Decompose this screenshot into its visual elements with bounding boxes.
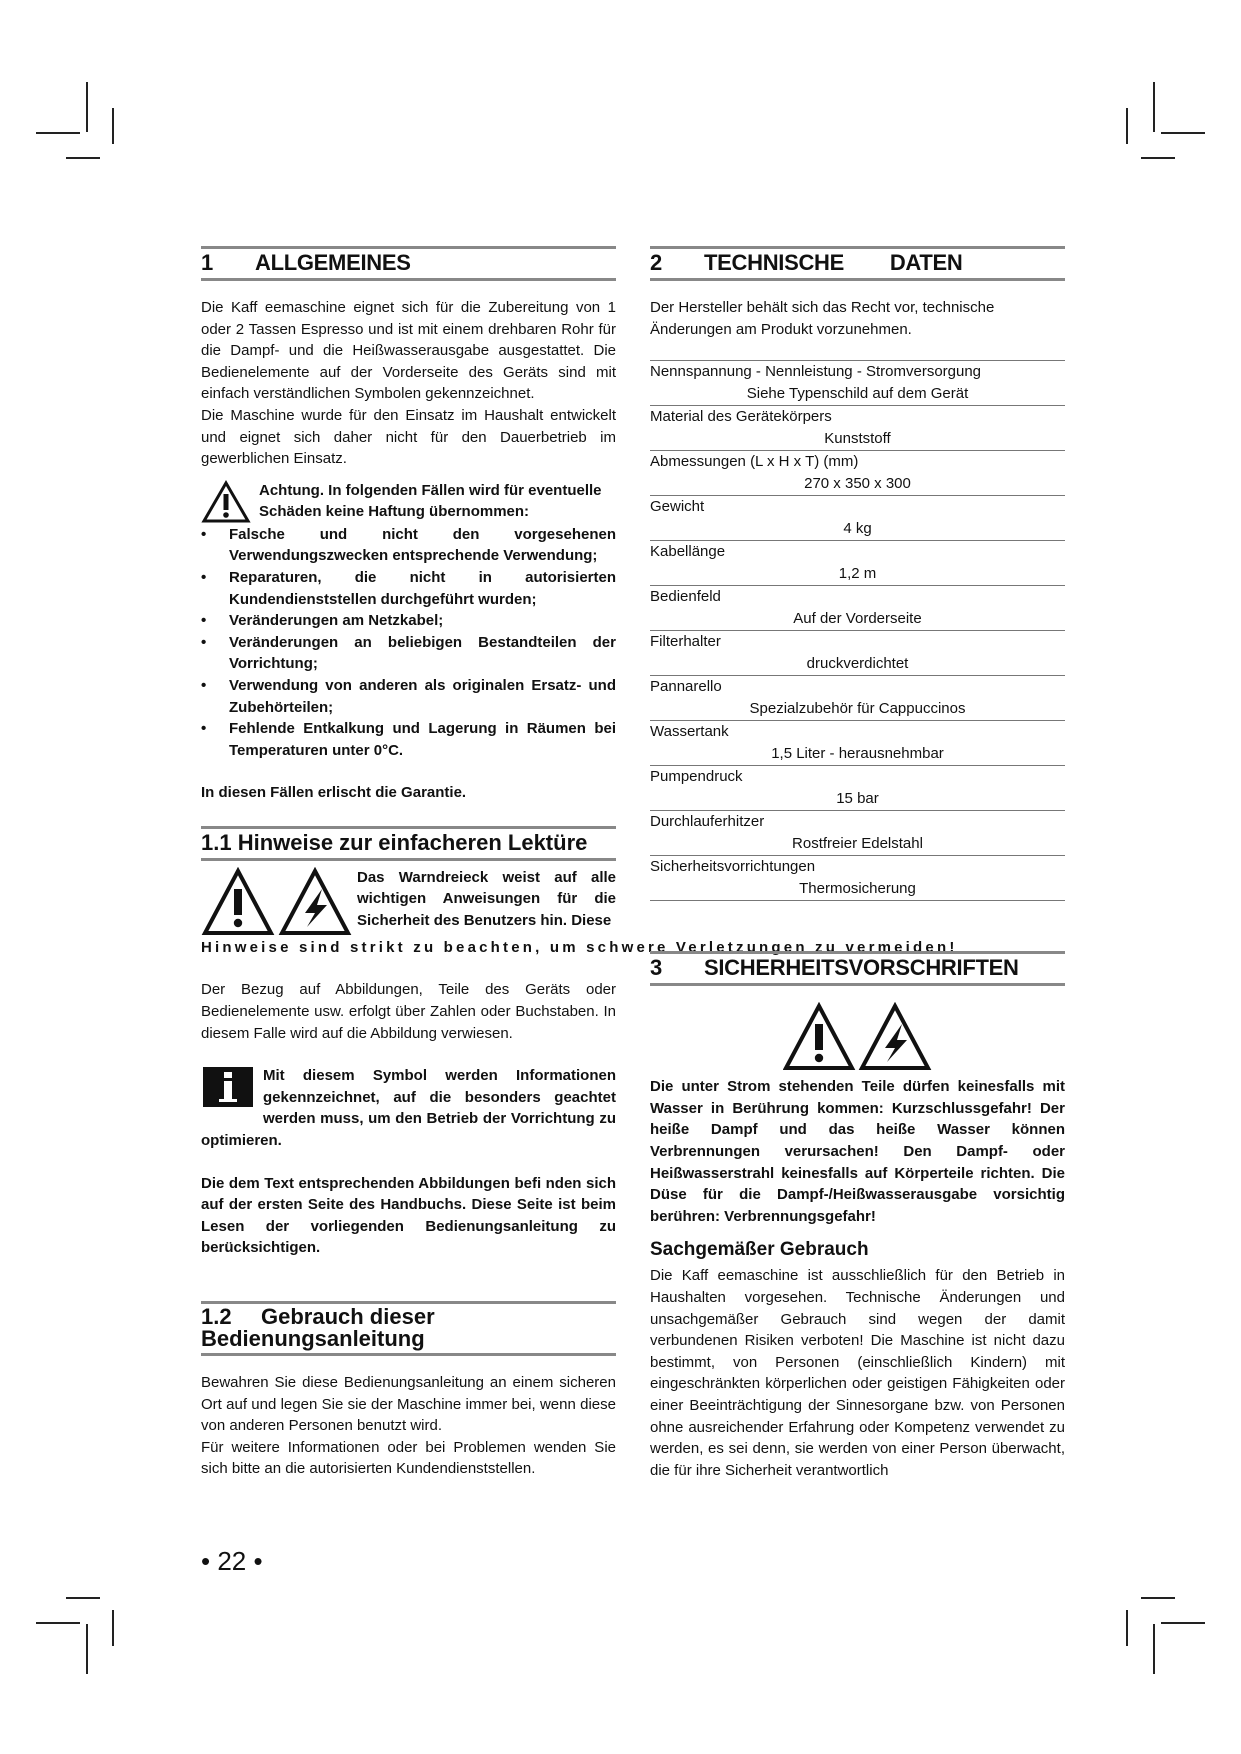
crop-mark	[1141, 157, 1175, 159]
table-row: Material des Gerätekörpers Kunststoff	[650, 405, 1065, 450]
safety-warning: Die unter Strom stehenden Teile dürfen keinesfalls mit Wasser in Berührung kommen: Kurzschlussgefahr! Der heiße Dampf und das heiße Wasser können Verbrennungen verursachen! Den Dampf- oder Heißwasserstrahl keinesfalls auf Körperteile richten. Die Düse für die Dampf-/Heißwasserausgabe vorsichtig berühren: Verbrennungsgefahr!	[650, 1078, 1065, 1225]
warning-list	[201, 524, 616, 762]
table-row: Kabellänge 1,2 m	[650, 540, 1065, 585]
table-row: Abmessungen (L x H x T) (mm) 270 x 350 x 300	[650, 450, 1065, 495]
section-number: 2	[650, 250, 662, 275]
crop-mark	[1141, 1597, 1175, 1599]
list-item: • Falsche und nicht den vorgesehenen Verwendungszwecken entsprechende Verwendung;	[201, 525, 616, 565]
right-column	[650, 246, 1065, 1481]
crop-mark	[112, 108, 114, 144]
reference-paragraph: Der Bezug auf Abbildungen, Teile des Geräts oder Bedienelemente usw. erfolgt über Zahlen oder Buchstaben. In diesem Falle wird auf die Abbildung verwiesen.	[201, 981, 616, 1042]
crop-mark	[1126, 108, 1128, 144]
list-item: • Veränderungen an beliebigen Bestandteilen der Vorrichtung;	[201, 633, 616, 673]
warning-triangle-icon	[205, 871, 271, 933]
section-title: Gebrauch dieser Bedienungsanleitung	[201, 1304, 435, 1351]
warning-heading: Achtung. In folgenden Fällen wird für eventuelle Schäden keine Haftung übernommen:	[259, 481, 602, 521]
crop-mark	[66, 157, 100, 159]
crop-mark	[1161, 1622, 1205, 1624]
crop-mark	[66, 1597, 100, 1599]
warning-triangle-icon	[786, 1006, 852, 1068]
crop-mark	[1161, 132, 1205, 134]
tech-intro: Der Hersteller behält sich das Recht vor, technische Änderungen am Produkt vorzunehmen.	[650, 299, 995, 338]
usage-paragraph-2: Für weitere Informationen oder bei Problemen wenden Sie sich bitte an die autorisierten Kundendienststellen.	[201, 1438, 616, 1478]
table-row: Durchlauferhitzer Rostfreier Edelstahl	[650, 810, 1065, 855]
section-number: 3	[650, 955, 662, 981]
crop-mark	[86, 82, 88, 132]
warning-symbol-text-cont: Hinweise sind strikt zu beachten, um schwere Verletzungen zu vermeiden!	[201, 938, 958, 956]
safety-symbols	[650, 1002, 1065, 1072]
list-item: • Veränderungen am Netzkabel;	[201, 612, 444, 630]
intro-paragraph: Die Kaff eemaschine eignet sich für die Zubereitung von 1 oder 2 Tassen Espresso und ist mit einem drehbaren Rohr für die Dampf- und die Heißwasserausgabe ausgestattet. Die Bedienelemente auf der Vorderseite des Geräts sind mit einfach verständlichen Symbolen gekennzeichnet.	[201, 299, 616, 403]
spec-table	[650, 360, 1065, 901]
section-1-2-heading	[201, 1301, 616, 1356]
warning-triangle-icon	[201, 480, 257, 524]
warning-symbol-text: Das Warndreieck weist auf alle wichtigen Anweisungen für die Sicherheit des Benutzers hin. Diese	[357, 868, 616, 930]
crop-mark	[86, 1624, 88, 1674]
electric-shock-icon	[862, 1006, 928, 1068]
figures-note: Die dem Text entsprechenden Abbildungen befi nden sich auf der ersten Seite des Handbuchs. Diese Seite ist beim Lesen der vorliegenden Bedienungsanleitung zu berücksichtigen.	[201, 1174, 616, 1257]
section-number: 1	[201, 250, 213, 275]
crop-mark	[112, 1610, 114, 1646]
table-row: Filterhalter druckverdichtet	[650, 630, 1065, 675]
section-1-heading	[201, 246, 616, 281]
page-number: • 22 •	[201, 1546, 263, 1576]
section-title: SICHERHEITSVORSCHRIFTEN	[704, 955, 1019, 981]
section-2-heading	[650, 246, 1065, 281]
table-row: Wassertank 1,5 Liter - herausnehmbar	[650, 720, 1065, 765]
info-text: Mit diesem Symbol werden Informationen gekennzeichnet, auf die besonders geachtet werden muss, um den Betrieb der Vorrichtung zu optimieren.	[201, 1067, 616, 1150]
electric-shock-icon	[282, 871, 348, 933]
crop-mark	[1153, 1624, 1155, 1674]
guarantee-note: In diesen Fällen erlischt die Garantie.	[201, 784, 467, 802]
crop-mark	[1153, 82, 1155, 132]
intro-paragraph-2: Die Maschine wurde für den Einsatz im Haushalt entwickelt und eignet sich daher nicht für den Dauerbetrieb im gewerblichen Einsatz.	[201, 406, 616, 468]
section-number: 1.2	[201, 1304, 232, 1329]
table-row: Sicherheitsvorrichtungen Thermosicherung	[650, 855, 1065, 901]
crop-mark	[36, 1622, 80, 1624]
warning-symbols	[201, 867, 357, 937]
section-3-heading	[650, 951, 1065, 986]
subheading: Sachgemäßer Gebrauch	[650, 1239, 869, 1261]
table-row: Bedienfeld Auf der Vorderseite	[650, 585, 1065, 630]
section-title: TECHNISCHE DATEN	[704, 250, 963, 275]
section-title: ALLGEMEINES	[255, 250, 411, 275]
list-item: • Reparaturen, die nicht in autorisierten Kundendienststellen durchgeführt wurden;	[201, 568, 616, 608]
info-block	[201, 1065, 616, 1151]
liability-warning	[201, 480, 616, 762]
crop-mark	[1126, 1610, 1128, 1646]
usage-paragraph-1: Bewahren Sie diese Bedienungsanleitung an einem sicheren Ort auf und legen Sie sie der Maschine immer bei, wenn diese von anderen Personen benutzt wird.	[201, 1374, 616, 1435]
table-row: Pannarello Spezialzubehör für Cappuccinos	[650, 675, 1065, 720]
table-row: Pumpendruck 15 bar	[650, 765, 1065, 810]
crop-mark	[36, 132, 80, 134]
list-item: • Fehlende Entkalkung und Lagerung in Räumen bei Temperaturen unter 0°C.	[201, 720, 616, 759]
table-row: Nennspannung - Nennleistung - Stromversorgung Siehe Typenschild auf dem Gerät	[650, 360, 1065, 405]
list-item: • Verwendung von anderen als originalen Ersatz- und Zubehörteilen;	[201, 676, 616, 716]
info-icon	[201, 1065, 263, 1111]
section-1-1-heading: 1.1 Hinweise zur einfacheren Lektüre	[201, 826, 616, 861]
usage-text: Die Kaff eemaschine ist ausschließlich für den Betrieb in Haushalten vorgesehen. Technische Änderungen und unsachgemäßer Gebrauch sind wegen der damit verbundenen Risiken verboten! Die Maschine ist nicht dazu bestimmt, von Personen (einschließlich Kindern) mit eingeschränkten körperlichen oder geistigen Fähigkeiten oder einer Beeinträchtigung der Sinnesorgane bzw. von Personen ohne ausreichender Erfahrung oder Kompetenz verwendet zu werden, es sei denn, sie werden von einer Person überwacht, die für ihre Sicherheit verantwortlich	[650, 1267, 1065, 1479]
table-row: Gewicht 4 kg	[650, 495, 1065, 540]
